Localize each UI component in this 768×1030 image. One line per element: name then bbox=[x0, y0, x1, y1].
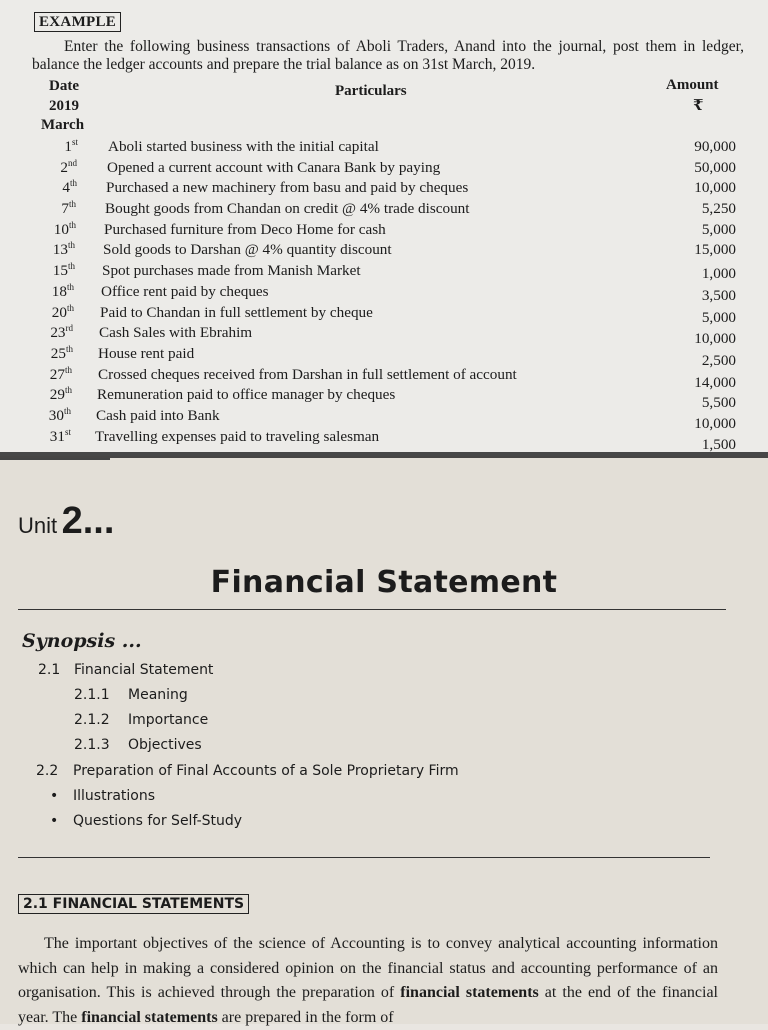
row-date: 20 bbox=[51, 303, 67, 321]
table-row bbox=[0, 343, 768, 369]
date-suffix: th bbox=[63, 405, 71, 416]
table-row bbox=[0, 221, 768, 242]
row-particulars: House rent paid bbox=[98, 344, 195, 362]
row-date-cell bbox=[6, 200, 76, 218]
row-date-cell bbox=[4, 304, 74, 322]
page-seam-edge bbox=[0, 458, 110, 460]
table-row bbox=[0, 200, 768, 221]
synopsis-item-label: Illustrations bbox=[73, 788, 156, 804]
synopsis-item-label: Questions for Self-Study bbox=[73, 813, 243, 829]
row-date-cell bbox=[1, 407, 71, 425]
paragraph-bold-term: financial statements bbox=[400, 984, 539, 1001]
body-paragraph bbox=[18, 932, 718, 1030]
synopsis-item-number: • bbox=[50, 788, 59, 804]
synopsis-item-label: Objectives bbox=[128, 737, 202, 753]
row-date-cell bbox=[8, 138, 78, 156]
row-amount: 1,000 bbox=[701, 265, 736, 283]
row-amount: 5,000 bbox=[701, 220, 736, 238]
table-row bbox=[0, 385, 768, 412]
row-date-cell bbox=[1, 428, 71, 446]
row-particulars: Paid to Chandan in full settlement by cheque bbox=[100, 303, 373, 321]
paragraph-bold-term: financial statements bbox=[81, 1008, 218, 1026]
row-amount: 10,000 bbox=[694, 414, 736, 432]
transactions-table bbox=[0, 136, 768, 453]
row-amount: 10,000 bbox=[694, 330, 736, 348]
table-row bbox=[0, 262, 768, 283]
date-suffix: st bbox=[71, 136, 78, 147]
synopsis-item-label: Meaning bbox=[128, 687, 188, 703]
row-particulars: Bought goods from Chandan on credit @ 4% trade discount bbox=[105, 200, 470, 218]
intro-text: Enter the following business transactions of Aboli Traders, Anand into the journal, post them in ledger, balance the ledger accounts and prepare the trial balance as on 31st March, 2019. bbox=[32, 38, 744, 73]
date-suffix: th bbox=[65, 343, 73, 354]
row-particulars: Aboli started business with the initial capital bbox=[108, 138, 379, 155]
synopsis-divider bbox=[18, 857, 710, 858]
date-suffix: th bbox=[68, 199, 76, 209]
row-particulars: Crossed cheques received from Darshan in full settlement of account bbox=[98, 365, 517, 383]
synopsis-item-number: 2.1 bbox=[38, 662, 61, 678]
row-particulars: Purchased furniture from Deco Home for cash bbox=[104, 220, 386, 238]
row-particulars: Spot purchases made from Manish Market bbox=[102, 262, 361, 280]
date-suffix: rd bbox=[65, 323, 73, 334]
synopsis-item-number: 2.2 bbox=[36, 763, 59, 779]
row-date: 25 bbox=[50, 344, 66, 362]
row-date: 15 bbox=[52, 262, 68, 280]
date-header: Date bbox=[49, 78, 79, 94]
date-suffix: th bbox=[64, 364, 72, 375]
synopsis-item-number: 2.1.2 bbox=[74, 712, 110, 728]
table-row bbox=[0, 138, 768, 159]
synopsis-item-number: 2.1.3 bbox=[74, 737, 110, 753]
row-amount: 50,000 bbox=[694, 158, 736, 176]
row-date-cell bbox=[7, 179, 77, 197]
row-date: 4 bbox=[62, 179, 70, 197]
date-suffix: th bbox=[66, 302, 74, 313]
synopsis-item-label: Importance bbox=[128, 712, 209, 728]
row-amount: 90,000 bbox=[694, 138, 736, 155]
date-suffix: th bbox=[69, 178, 77, 189]
row-amount: 2,500 bbox=[701, 351, 736, 369]
row-amount: 14,000 bbox=[694, 373, 736, 391]
table-row bbox=[0, 426, 768, 453]
row-particulars: Opened a current account with Canara Bank by paying bbox=[107, 158, 441, 176]
year-label: 2019 bbox=[49, 98, 79, 114]
row-amount: 5,500 bbox=[701, 394, 736, 412]
row-amount: 15,000 bbox=[694, 241, 736, 259]
synopsis-heading: Synopsis ... bbox=[22, 630, 142, 652]
row-particulars: Remuneration paid to office manager by cheques bbox=[97, 386, 396, 404]
table-row bbox=[0, 364, 768, 391]
amount-header: Amount bbox=[666, 77, 719, 93]
row-date-cell bbox=[7, 159, 77, 177]
particulars-header: Particulars bbox=[335, 83, 407, 99]
row-date: 2 bbox=[60, 158, 68, 176]
date-suffix: nd bbox=[68, 157, 77, 168]
example-instructions bbox=[32, 38, 744, 74]
row-date-cell bbox=[2, 366, 72, 384]
row-date: 27 bbox=[49, 365, 65, 383]
paragraph-text: are prepared in the form of bbox=[217, 1008, 394, 1026]
row-date: 23 bbox=[50, 324, 66, 342]
row-date: 1 bbox=[64, 138, 72, 155]
paragraph-text: at the end of the financial year. The bbox=[18, 984, 719, 1026]
row-particulars: Travelling expenses paid to traveling salesman bbox=[95, 427, 380, 445]
date-suffix: th bbox=[67, 261, 75, 272]
paragraph-text: The important objectives of the science of Accounting is to convey analytical accounting information which can help in making a considered opinion on the financial status and accounting performance of an organisation. This is achieved through the preparation of bbox=[18, 935, 718, 1001]
row-date: 31 bbox=[49, 427, 65, 445]
table-row bbox=[0, 159, 768, 180]
row-date: 7 bbox=[61, 200, 69, 218]
row-particulars: Cash Sales with Ebrahim bbox=[99, 324, 253, 342]
row-particulars: Purchased a new machinery from basu and paid by cheques bbox=[106, 179, 469, 197]
month-label: March bbox=[41, 117, 85, 133]
date-suffix: th bbox=[66, 281, 74, 292]
row-date-cell bbox=[6, 221, 76, 239]
row-amount: 5,000 bbox=[701, 308, 736, 326]
synopsis-item-label: Preparation of Final Accounts of a Sole Proprietary Firm bbox=[73, 763, 459, 779]
row-amount: 3,500 bbox=[701, 286, 736, 304]
synopsis-item-number: 2.1.1 bbox=[74, 687, 110, 703]
row-date: 13 bbox=[52, 241, 68, 259]
chapter-title: Financial Statement bbox=[210, 565, 558, 600]
row-date-cell bbox=[3, 345, 73, 363]
row-date-cell bbox=[2, 386, 72, 404]
title-divider bbox=[18, 609, 726, 610]
row-date-cell bbox=[5, 262, 75, 280]
row-particulars: Cash paid into Bank bbox=[96, 406, 220, 424]
date-suffix: th bbox=[67, 240, 75, 251]
table-row bbox=[0, 304, 768, 325]
row-amount: 5,250 bbox=[701, 200, 736, 218]
row-amount: 10,000 bbox=[694, 179, 736, 197]
table-row bbox=[0, 323, 768, 348]
currency-symbol: ₹ bbox=[693, 98, 704, 114]
row-amount: 1,500 bbox=[701, 435, 736, 453]
row-date: 18 bbox=[51, 282, 67, 300]
date-suffix: th bbox=[68, 219, 76, 230]
table-row bbox=[0, 241, 768, 262]
row-particulars: Office rent paid by cheques bbox=[101, 282, 269, 300]
example-label: EXAMPLE bbox=[34, 12, 121, 32]
unit-word: Unit bbox=[18, 513, 58, 538]
section-heading: 2.1 FINANCIAL STATEMENTS bbox=[18, 894, 249, 914]
synopsis-item-number: • bbox=[50, 813, 59, 829]
synopsis-item-label: Financial Statement bbox=[74, 662, 214, 678]
unit-number: 2... bbox=[61, 500, 115, 542]
row-date-cell bbox=[4, 283, 74, 301]
date-suffix: st bbox=[64, 426, 71, 437]
table-row bbox=[0, 283, 768, 304]
date-suffix: th bbox=[64, 385, 72, 396]
row-particulars: Sold goods to Darshan @ 4% quantity discount bbox=[103, 241, 392, 259]
row-date-cell bbox=[5, 241, 75, 259]
row-date: 10 bbox=[53, 220, 69, 238]
row-date-cell bbox=[3, 324, 73, 342]
row-date: 29 bbox=[49, 386, 65, 404]
table-row bbox=[0, 179, 768, 200]
row-date: 30 bbox=[48, 406, 64, 424]
unit-label bbox=[18, 500, 114, 543]
